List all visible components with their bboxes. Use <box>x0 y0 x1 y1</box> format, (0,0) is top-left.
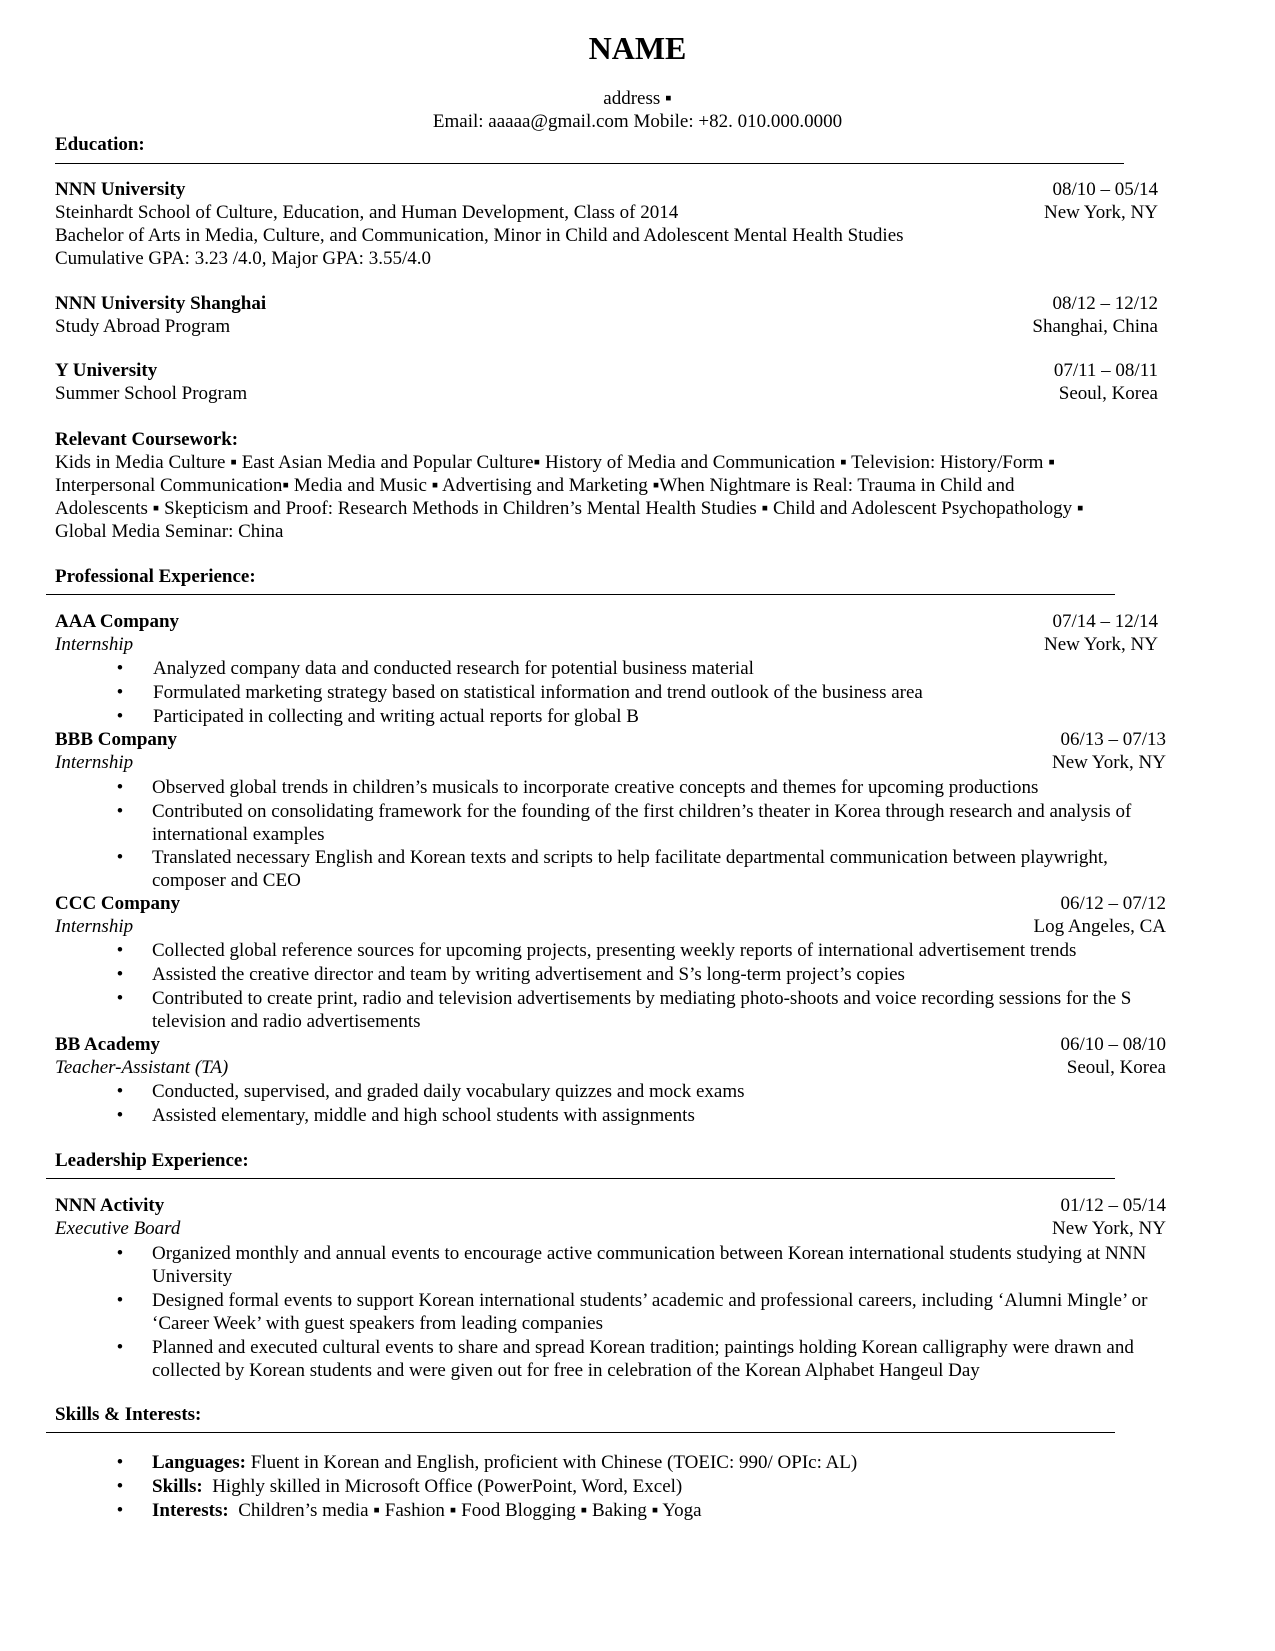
job-dates: 07/14 – 12/14 <box>1052 611 1158 632</box>
leadership-dates: 01/12 – 05/14 <box>1060 1195 1166 1216</box>
job-dates: 06/10 – 08/10 <box>1060 1034 1166 1055</box>
skill-item-languages <box>152 1451 857 1474</box>
leadership-heading: Leadership Experience: <box>55 1150 249 1171</box>
coursework-line: Interpersonal Communication▪ Media and Music ▪ Advertising and Marketing ▪When Nightmare is Real: Trauma in Child and <box>55 475 1015 496</box>
bullet-marker: • <box>116 964 124 985</box>
edu-detail: Study Abroad Program <box>55 316 231 337</box>
edu-location: Seoul, Korea <box>1058 383 1158 404</box>
edu-detail: Steinhardt School of Culture, Education, and Human Development, Class of 2014 <box>55 202 679 223</box>
job-bullet: Formulated marketing strategy based on statistical information and trend outlook of the business area <box>153 682 923 703</box>
skill-text: Fluent in Korean and English, proficient with Chinese (TOEIC: 990/ OPIc: AL) <box>245 1452 858 1473</box>
job-location: New York, NY <box>1051 752 1166 773</box>
job-company: BBB Company <box>55 729 177 750</box>
edu-location: New York, NY <box>1043 202 1158 223</box>
skill-text: Highly skilled in Microsoft Office (PowerPoint, Word, Excel) <box>202 1476 683 1497</box>
bullet-marker: • <box>116 658 124 679</box>
job-company: CCC Company <box>55 893 181 914</box>
resume-name: NAME <box>588 30 687 66</box>
bullet-marker: • <box>116 1105 124 1126</box>
skill-text: Children’s media ▪ Fashion ▪ Food Blogging ▪ Baking ▪ Yoga <box>228 1500 702 1521</box>
edu-detail: Bachelor of Arts in Media, Culture, and Communication, Minor in Child and Adolescent Mental Health Studies <box>55 225 904 246</box>
skills-divider <box>46 1432 1115 1433</box>
bullet-marker: • <box>116 1500 124 1521</box>
bullet-marker: • <box>116 1337 124 1358</box>
edu-institution: NNN University <box>55 179 186 200</box>
job-company: AAA Company <box>55 611 180 632</box>
bullet-marker: • <box>116 847 124 868</box>
bullet-marker: • <box>116 1476 124 1497</box>
edu-location: Shanghai, China <box>1032 316 1158 337</box>
address-line: address ▪ <box>603 88 672 109</box>
contact-line: Email: aaaaa@gmail.com Mobile: +82. 010.000.0000 <box>432 111 843 132</box>
professional-divider <box>46 594 1115 595</box>
bullet-marker: • <box>116 1243 124 1264</box>
edu-detail: Cumulative GPA: 3.23 /4.0, Major GPA: 3.55/4.0 <box>55 248 431 269</box>
job-bullet: Assisted the creative director and team by writing advertisement and S’s long-term project’s copies <box>152 964 905 985</box>
job-company: BB Academy <box>55 1034 161 1055</box>
job-dates: 06/13 – 07/13 <box>1060 729 1166 750</box>
leadership-role: Executive Board <box>55 1218 181 1239</box>
edu-dates: 07/11 – 08/11 <box>1053 360 1158 381</box>
bullet-marker: • <box>116 1290 124 1311</box>
bullet-marker: • <box>116 1452 124 1473</box>
bullet-marker: • <box>116 682 124 703</box>
job-bullet: Collected global reference sources for upcoming projects, presenting weekly reports of international advertisement trends <box>152 940 1077 961</box>
job-dates: 06/12 – 07/12 <box>1060 893 1166 914</box>
bullet-marker: • <box>116 777 124 798</box>
job-bullet: Translated necessary English and Korean texts and scripts to help facilitate departmental communication between playwright, composer and CEO <box>152 847 1108 891</box>
coursework-line: Global Media Seminar: China <box>55 521 284 542</box>
education-heading: Education: <box>55 134 145 155</box>
job-role: Internship <box>55 634 134 655</box>
professional-heading: Professional Experience: <box>55 566 256 587</box>
leadership-location: New York, NY <box>1051 1218 1166 1239</box>
bullet-marker: • <box>116 706 124 727</box>
coursework-heading: Relevant Coursework: <box>55 429 239 450</box>
skill-item-interests <box>152 1499 702 1522</box>
bullet-marker: • <box>116 1081 124 1102</box>
job-location: Seoul, Korea <box>1066 1057 1166 1078</box>
job-bullet: Contributed to create print, radio and television advertisements by mediating photo-shoots and voice recording sessions for the S television and radio advertisements <box>152 988 1132 1032</box>
bullet-marker: • <box>116 801 124 822</box>
leadership-org: NNN Activity <box>55 1195 165 1216</box>
skill-label: Languages: <box>152 1452 246 1473</box>
skills-heading: Skills & Interests: <box>55 1404 202 1425</box>
leadership-bullet: Organized monthly and annual events to encourage active communication between Korean international students studying at NNN University <box>152 1243 1147 1287</box>
job-bullet: Contributed on consolidating framework for the founding of the first children’s theater in Korea through research and analysis of international examples <box>152 801 1132 845</box>
skill-label: Skills: <box>152 1476 203 1497</box>
edu-dates: 08/12 – 12/12 <box>1052 293 1158 314</box>
job-bullet: Participated in collecting and writing actual reports for global B <box>153 706 639 727</box>
job-bullet: Analyzed company data and conducted research for potential business material <box>153 658 754 679</box>
edu-institution: Y University <box>55 360 158 381</box>
leadership-bullet: Designed formal events to support Korean international students’ academic and professional careers, including ‘Alumni Mingle’ or ‘Career Week’ with guest speakers from leading companies <box>152 1290 1148 1334</box>
job-role: Internship <box>55 916 134 937</box>
coursework-line: Adolescents ▪ Skepticism and Proof: Research Methods in Children’s Mental Health Studies ▪ Child and Adolescent Psychopathology ▪ <box>55 498 1084 519</box>
education-divider <box>55 163 1124 164</box>
skill-label: Interests: <box>152 1500 229 1521</box>
bullet-marker: • <box>116 988 124 1009</box>
edu-detail: Summer School Program <box>55 383 248 404</box>
edu-dates: 08/10 – 05/14 <box>1052 179 1158 200</box>
job-role: Teacher-Assistant (TA) <box>55 1057 229 1078</box>
job-role: Internship <box>55 752 134 773</box>
job-location: Log Angeles, CA <box>1033 916 1166 937</box>
skill-item-skills <box>152 1475 682 1498</box>
coursework-line: Kids in Media Culture ▪ East Asian Media and Popular Culture▪ History of Media and Communication ▪ Television: History/Form ▪ <box>55 452 1055 473</box>
job-location: New York, NY <box>1043 634 1158 655</box>
job-bullet: Observed global trends in children’s musicals to incorporate creative concepts and themes for upcoming productions <box>152 777 1039 798</box>
leadership-divider <box>46 1178 1115 1179</box>
job-bullet: Assisted elementary, middle and high school students with assignments <box>152 1105 695 1126</box>
job-bullet: Conducted, supervised, and graded daily vocabulary quizzes and mock exams <box>152 1081 745 1102</box>
bullet-marker: • <box>116 940 124 961</box>
edu-institution: NNN University Shanghai <box>55 293 267 314</box>
leadership-bullet: Planned and executed cultural events to share and spread Korean tradition; paintings holding Korean calligraphy were drawn and collected by Korean students and were given out for free in celebration of the Korean Alphabet Hangeul Day <box>152 1337 1134 1381</box>
